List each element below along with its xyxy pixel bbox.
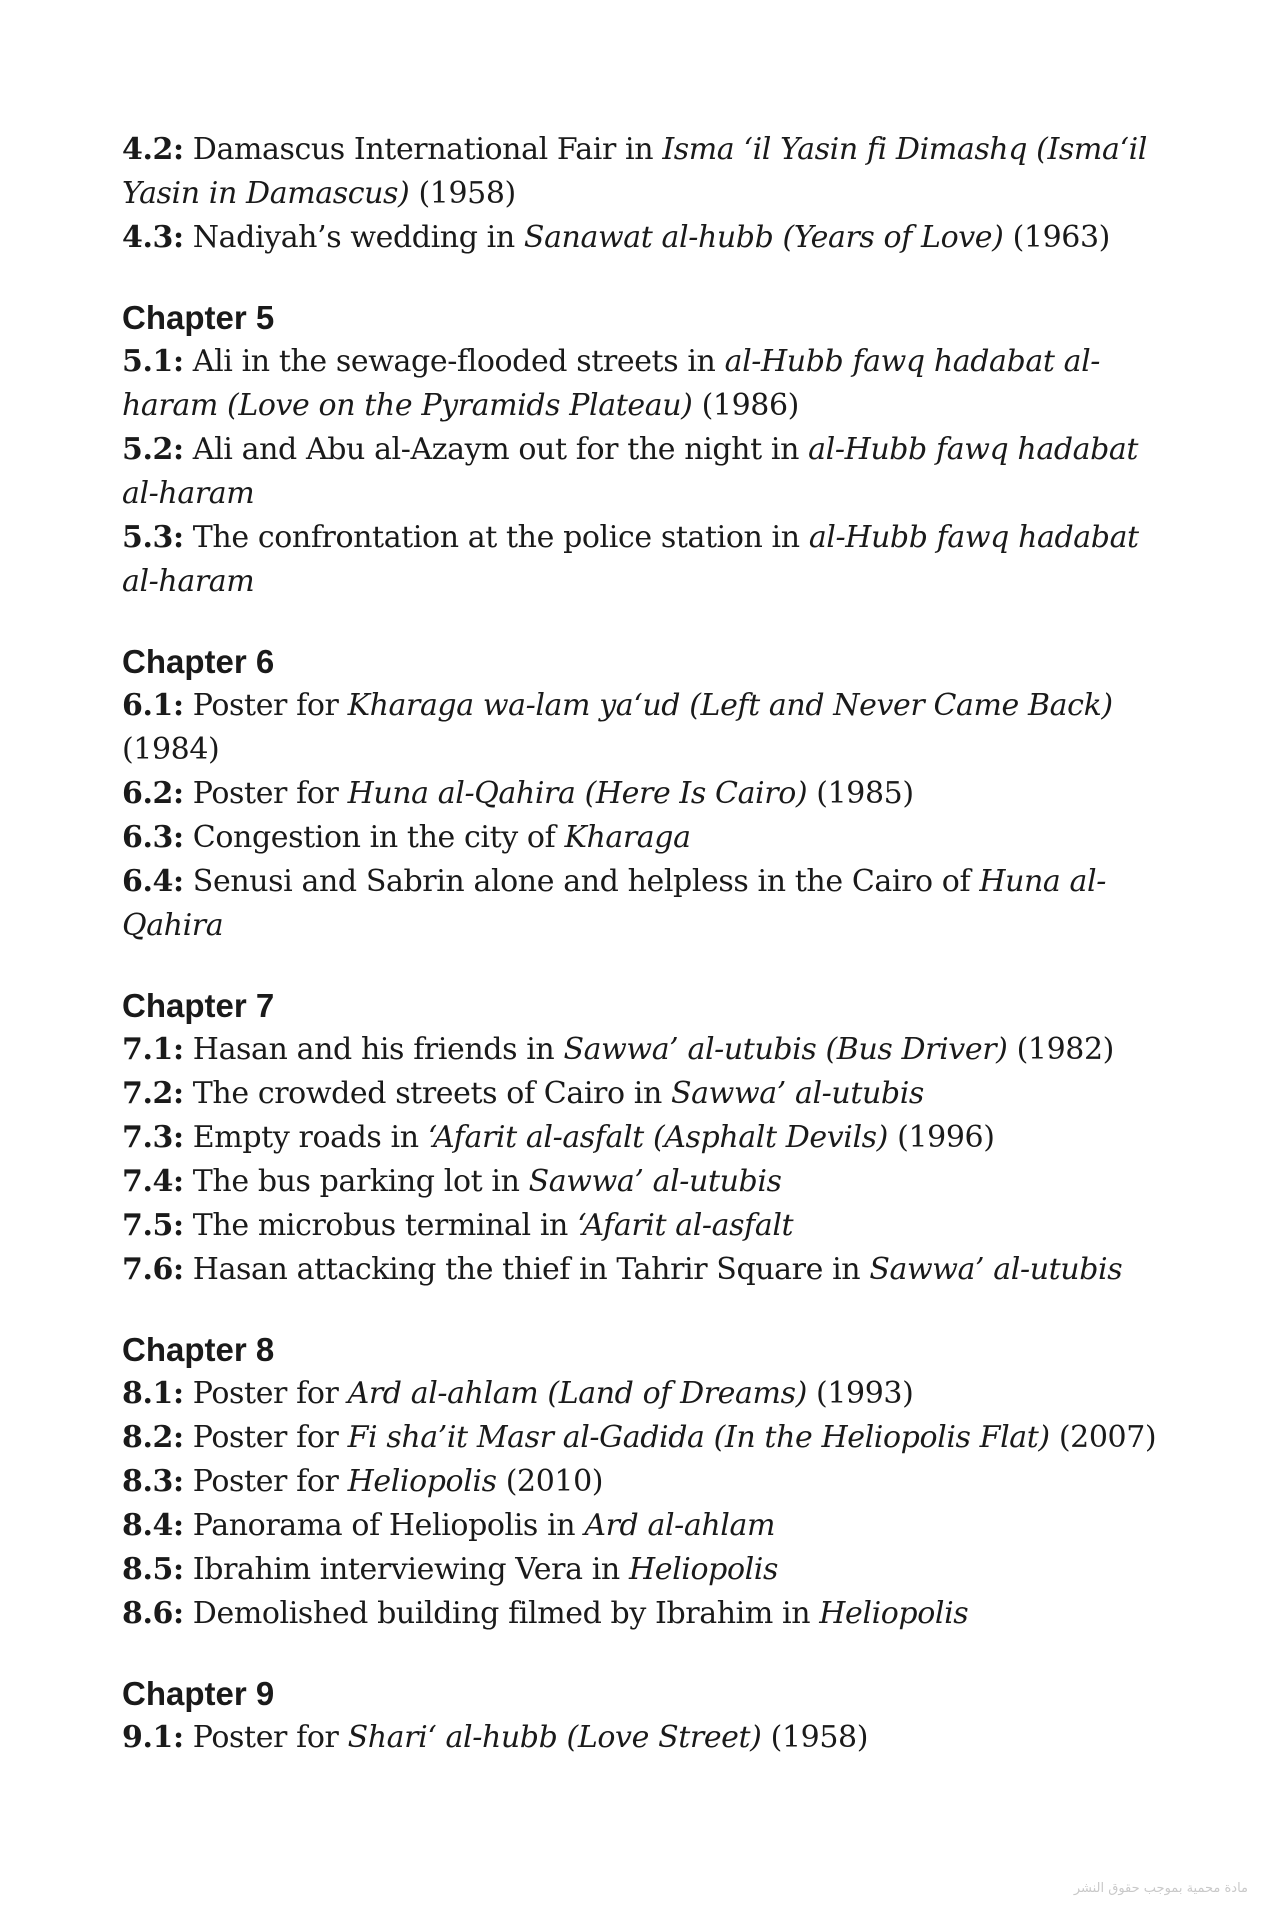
caption-text: Panorama of Heliopolis in [183, 1508, 585, 1543]
figure-entry [122, 1372, 1162, 1416]
film-title: Heliopolis [628, 1552, 778, 1587]
film-title: Isma ‘il Yasin fi Dimashq (Isma‘il Yasin in Damascus) [122, 132, 1147, 211]
film-title: al-Hubb fawq hadabat al-haram (Love on the Pyramids Plateau) [122, 344, 1101, 423]
figure-entry [122, 428, 1162, 516]
figure-entry [122, 1248, 1162, 1292]
film-title: Sanawat al-hubb (Years of Love) [523, 220, 1004, 255]
caption-text: Hasan attacking the thief in Tahrir Square in [183, 1252, 870, 1287]
figure-number: 5.1: [122, 344, 184, 379]
figure-entry [122, 860, 1162, 948]
figure-entry [122, 1592, 1162, 1636]
caption-text: The confrontation at the police station in [183, 520, 809, 555]
caption-text: (1985) [807, 776, 914, 811]
film-title: Heliopolis [347, 1464, 497, 1499]
chapter-section [122, 1328, 1162, 1636]
caption-text: The crowded streets of Cairo in [183, 1076, 672, 1111]
caption-text: Ali and Abu al-Azaym out for the night in [183, 432, 809, 467]
caption-text: (2010) [496, 1464, 604, 1499]
figure-entry [122, 1204, 1162, 1248]
figure-entry [122, 684, 1162, 772]
caption-text: Senusi and Sabrin alone and helpless in the Cairo of [183, 864, 980, 899]
film-title: al-Hubb fawq hadabat al-haram [122, 432, 1139, 511]
figure-number: 6.1: [122, 688, 184, 723]
figure-entry [122, 1460, 1162, 1504]
caption-text: Poster for [183, 1420, 348, 1455]
figure-number: 7.1: [122, 1032, 184, 1067]
figure-number: 5.3: [122, 520, 184, 555]
caption-text: Poster for [183, 1720, 348, 1755]
copyright-watermark: مادة محمية بموجب حقوق النشر [1073, 1881, 1248, 1896]
film-title: ‘Afarit al-asfalt (Asphalt Devils) [427, 1120, 888, 1155]
caption-text: Demolished building filmed by Ibrahim in [183, 1596, 820, 1631]
chapter-section [122, 640, 1162, 948]
continued-section [122, 128, 1162, 260]
caption-text: (2007) [1049, 1420, 1157, 1455]
caption-text: Empty roads in [183, 1120, 428, 1155]
figure-number: 6.4: [122, 864, 184, 899]
caption-text: Poster for [183, 776, 348, 811]
figure-entry [122, 1028, 1162, 1072]
figure-entry [122, 1160, 1162, 1204]
figure-number: 8.6: [122, 1596, 184, 1631]
caption-text: Congestion in the city of [183, 820, 565, 855]
caption-text: Ibrahim interviewing Vera in [183, 1552, 629, 1587]
figure-entry [122, 1416, 1162, 1460]
film-title: Kharaga [564, 820, 691, 855]
chapter-heading: Chapter 8 [122, 1331, 275, 1368]
figure-entry [122, 816, 1162, 860]
figure-number: 8.5: [122, 1552, 184, 1587]
film-title: Sawwa’ al-utubis [671, 1076, 924, 1111]
figure-number: 6.3: [122, 820, 184, 855]
figure-entry [122, 1716, 1162, 1760]
figure-number: 8.3: [122, 1464, 184, 1499]
chapter-heading: Chapter 7 [122, 987, 275, 1024]
figure-entry [122, 1504, 1162, 1548]
caption-text: Poster for [183, 688, 348, 723]
figure-entry [122, 1072, 1162, 1116]
figure-number: 9.1: [122, 1720, 184, 1755]
figure-entry [122, 516, 1162, 604]
film-title: Huna al-Qahira (Here Is Cairo) [347, 776, 808, 811]
figure-number: 7.3: [122, 1120, 184, 1155]
chapter-section [122, 984, 1162, 1292]
caption-text: Nadiyah’s wedding in [183, 220, 524, 255]
figure-number: 8.4: [122, 1508, 184, 1543]
caption-text: (1963) [1003, 220, 1110, 255]
caption-text: (1986) [692, 388, 799, 423]
film-title: al-Hubb fawq hadabat al-haram [122, 520, 1139, 599]
caption-text: Poster for [183, 1464, 348, 1499]
chapter-section [122, 296, 1162, 604]
caption-text: (1958) [409, 176, 516, 211]
figure-entry [122, 772, 1162, 816]
caption-text: Poster for [183, 1376, 348, 1411]
film-title: Fi sha’it Masr al-Gadida (In the Heliopolis Flat) [347, 1420, 1050, 1455]
figure-number: 4.3: [122, 220, 184, 255]
film-title: Sawwa’ al-utubis [528, 1164, 782, 1199]
film-title: Heliopolis [819, 1596, 969, 1631]
caption-text: Ali in the sewage-flooded streets in [183, 344, 725, 379]
figure-number: 8.1: [122, 1376, 184, 1411]
figure-entry [122, 1548, 1162, 1592]
figure-number: 6.2: [122, 776, 184, 811]
caption-text: (1984) [122, 732, 220, 767]
figure-number: 7.2: [122, 1076, 184, 1111]
caption-text: Hasan and his friends in [183, 1032, 564, 1067]
caption-text: The microbus terminal in [183, 1208, 578, 1243]
figure-entry [122, 128, 1162, 216]
caption-text: (1982) [1007, 1032, 1114, 1067]
caption-text: Damascus International Fair in [183, 132, 663, 167]
figure-number: 7.5: [122, 1208, 184, 1243]
figure-list-page [122, 128, 1162, 1760]
film-title: Ard al-ahlam (Land of Dreams) [347, 1376, 807, 1411]
figure-entry [122, 340, 1162, 428]
film-title: Sawwa’ al-utubis (Bus Driver) [563, 1032, 1008, 1067]
caption-text: (1993) [806, 1376, 914, 1411]
caption-text: The bus parking lot in [183, 1164, 529, 1199]
figure-number: 4.2: [122, 132, 184, 167]
figure-number: 5.2: [122, 432, 184, 467]
chapter-heading: Chapter 5 [122, 299, 275, 336]
figure-entry [122, 1116, 1162, 1160]
film-title: Sawwa’ al-utubis [869, 1252, 1123, 1287]
film-title: ‘Afarit al-asfalt [577, 1208, 794, 1243]
film-title: Shari‘ al-hubb (Love Street) [347, 1720, 762, 1755]
figure-number: 7.4: [122, 1164, 184, 1199]
caption-text: (1958) [761, 1720, 868, 1755]
chapter-heading: Chapter 9 [122, 1675, 275, 1712]
film-title: Huna al-Qahira [122, 864, 1106, 943]
figure-number: 8.2: [122, 1420, 184, 1455]
film-title: Kharaga wa-lam ya‘ud (Left and Never Came Back) [347, 688, 1113, 723]
caption-text: (1996) [888, 1120, 995, 1155]
chapter-heading: Chapter 6 [122, 643, 275, 680]
figure-number: 7.6: [122, 1252, 184, 1287]
figure-entry [122, 216, 1162, 260]
chapter-section [122, 1672, 1162, 1760]
film-title: Ard al-ahlam [584, 1508, 776, 1543]
